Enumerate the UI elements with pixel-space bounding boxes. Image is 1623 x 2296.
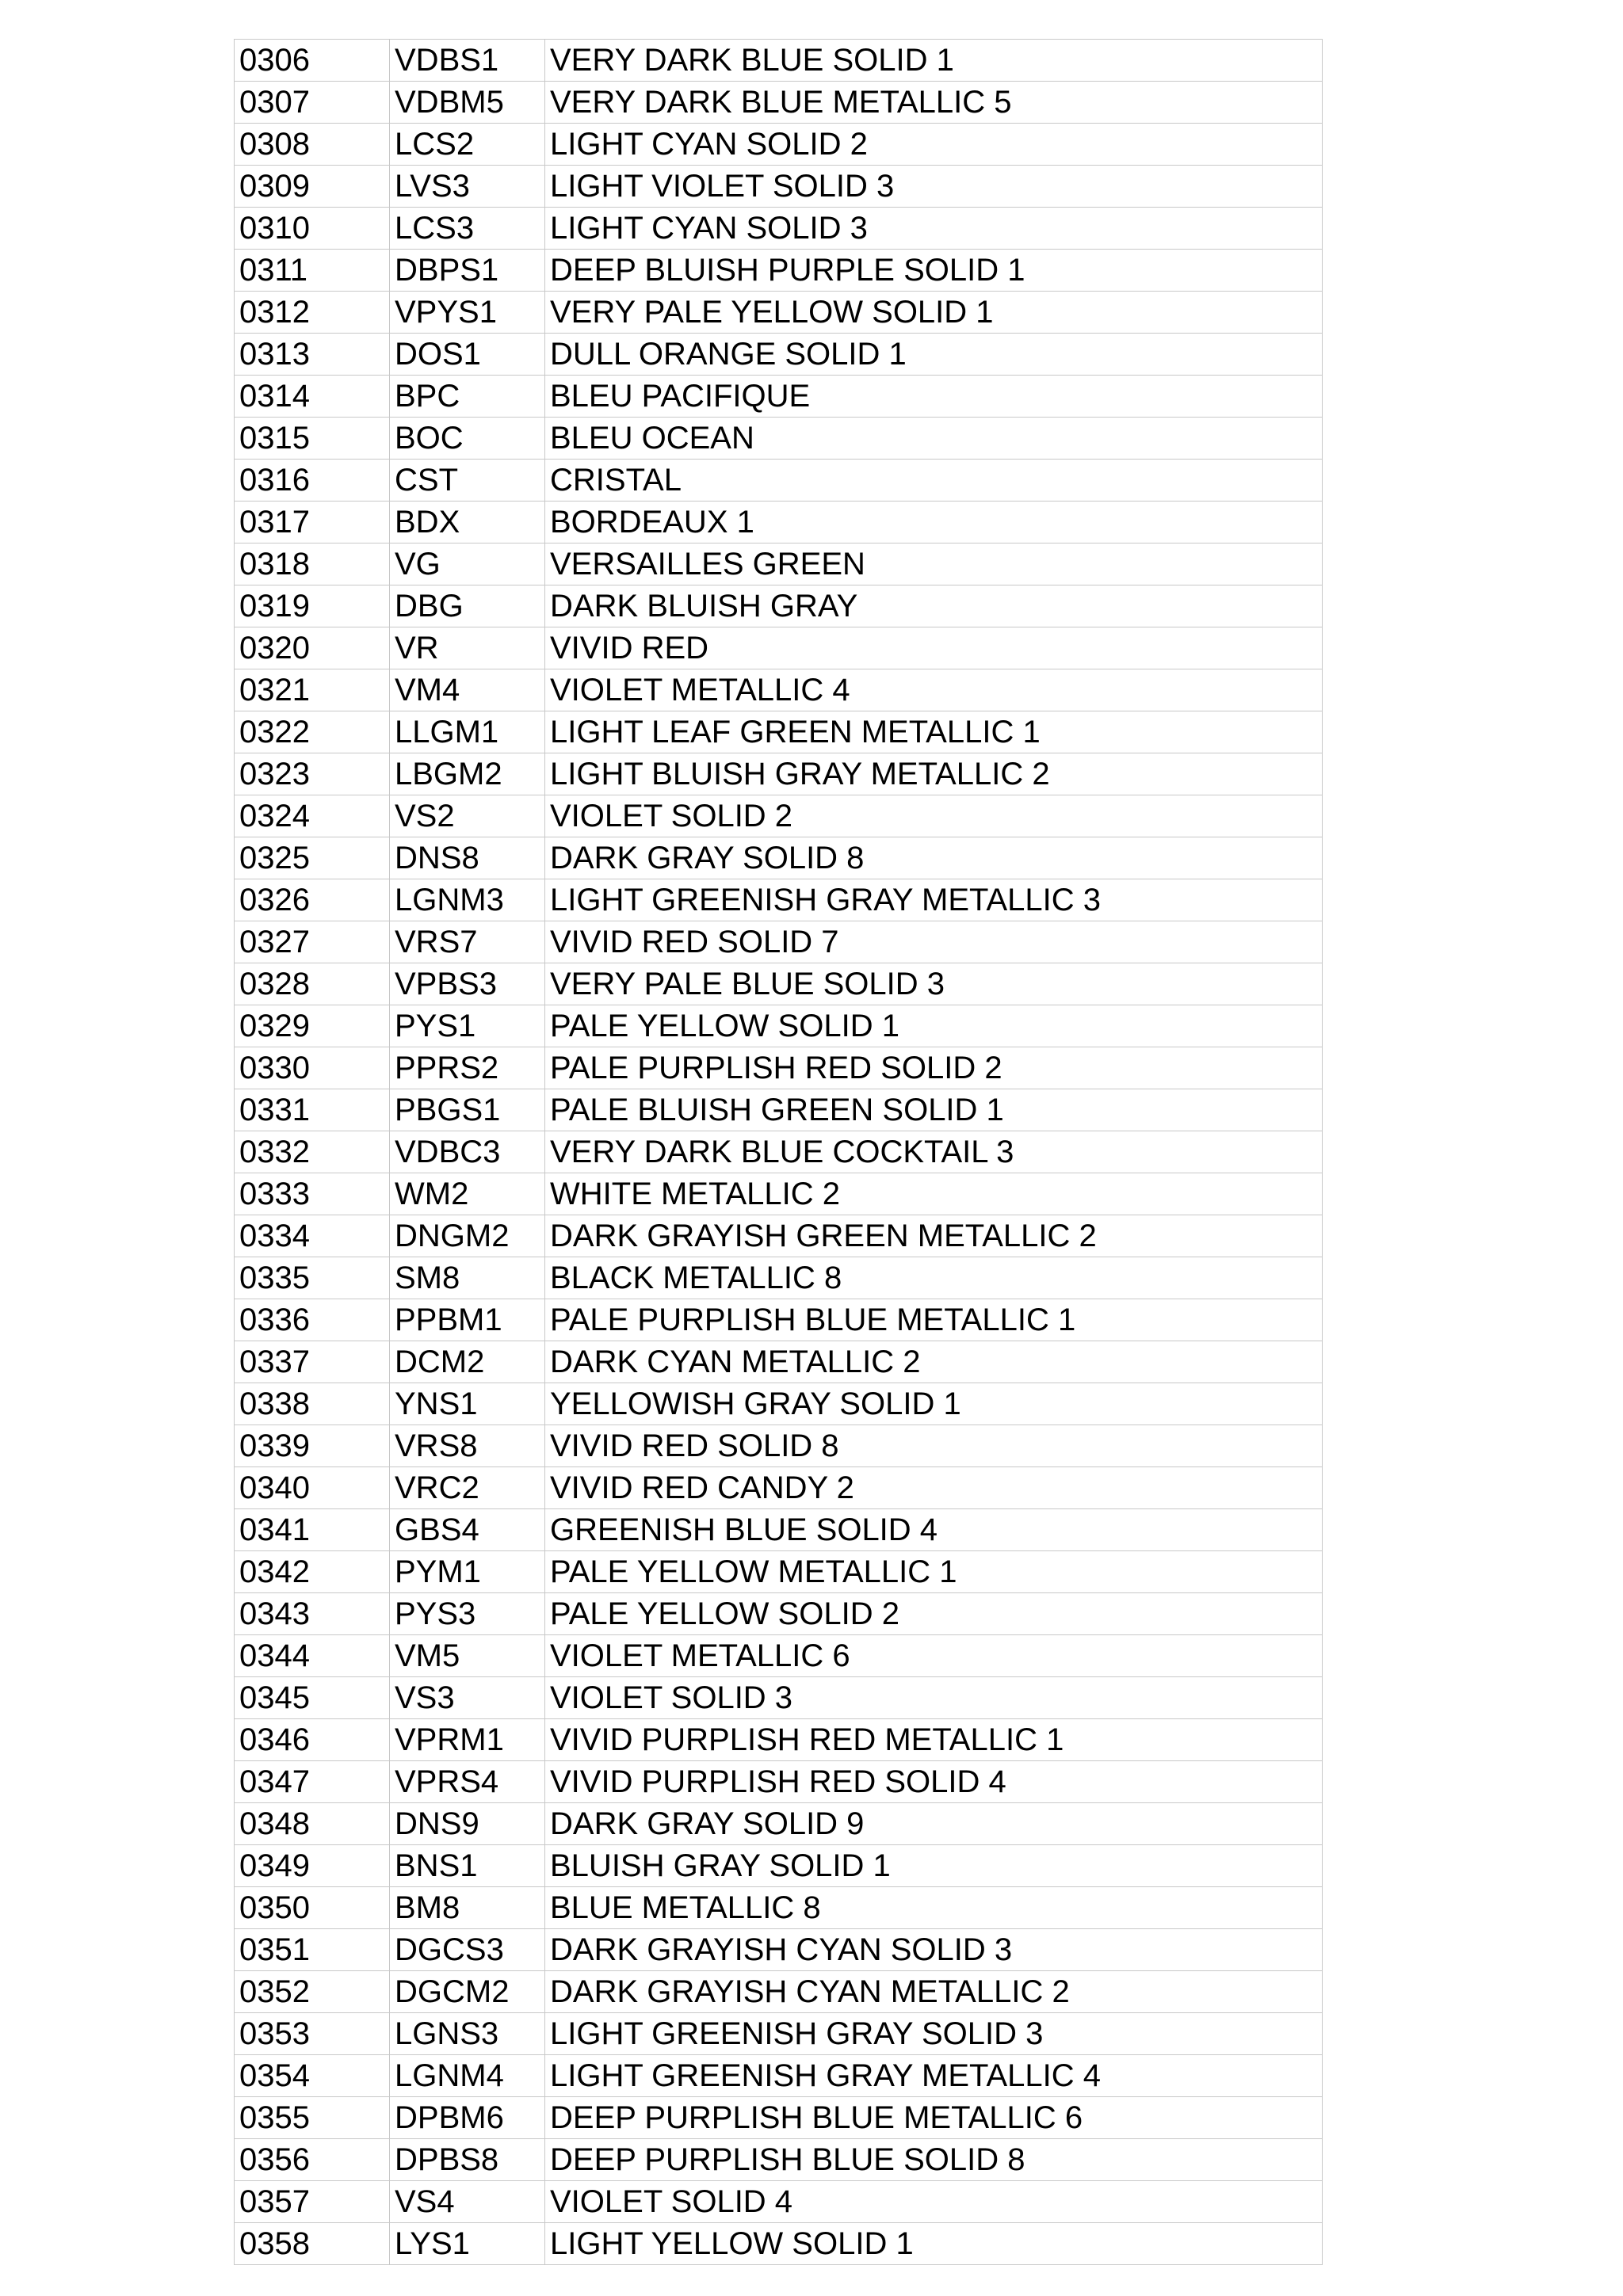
row-number-cell: 0358 <box>235 2223 390 2265</box>
color-description-cell: WHITE METALLIC 2 <box>545 1173 1323 1215</box>
color-description-cell: DEEP PURPLISH BLUE SOLID 8 <box>545 2139 1323 2181</box>
row-number-cell: 0340 <box>235 1467 390 1509</box>
table-row <box>235 460 1323 502</box>
color-code-cell: LGNM4 <box>390 2055 545 2097</box>
table-row <box>235 1551 1323 1593</box>
row-number-cell: 0341 <box>235 1509 390 1551</box>
row-number-cell: 0352 <box>235 1971 390 2013</box>
table-row <box>235 1509 1323 1551</box>
color-code-cell: VRC2 <box>390 1467 545 1509</box>
table-row <box>235 1719 1323 1761</box>
row-number-cell: 0332 <box>235 1131 390 1173</box>
table-row <box>235 82 1323 124</box>
row-number-cell: 0353 <box>235 2013 390 2055</box>
row-number-cell: 0339 <box>235 1425 390 1467</box>
table-row <box>235 166 1323 208</box>
color-code-cell: VPRS4 <box>390 1761 545 1803</box>
color-description-cell: DARK GRAYISH CYAN METALLIC 2 <box>545 1971 1323 2013</box>
row-number-cell: 0333 <box>235 1173 390 1215</box>
color-description-cell: BLEU PACIFIQUE <box>545 376 1323 418</box>
color-description-cell: VIOLET METALLIC 4 <box>545 669 1323 711</box>
color-description-cell: PALE YELLOW METALLIC 1 <box>545 1551 1323 1593</box>
table-row <box>235 334 1323 376</box>
color-description-cell: PALE PURPLISH RED SOLID 2 <box>545 1047 1323 1089</box>
row-number-cell: 0326 <box>235 879 390 921</box>
table-row <box>235 250 1323 292</box>
color-code-cell: VS4 <box>390 2181 545 2223</box>
color-code-cell: VS2 <box>390 795 545 837</box>
table-row <box>235 1929 1323 1971</box>
row-number-cell: 0319 <box>235 585 390 627</box>
color-code-cell: PYS3 <box>390 1593 545 1635</box>
table-row <box>235 1761 1323 1803</box>
row-number-cell: 0347 <box>235 1761 390 1803</box>
color-description-cell: PALE PURPLISH BLUE METALLIC 1 <box>545 1299 1323 1341</box>
table-row <box>235 627 1323 669</box>
color-description-cell: VIVID PURPLISH RED SOLID 4 <box>545 1761 1323 1803</box>
color-code-cell: VS3 <box>390 1677 545 1719</box>
row-number-cell: 0312 <box>235 292 390 334</box>
color-code-cell: BPC <box>390 376 545 418</box>
color-code-cell: VRS7 <box>390 921 545 963</box>
color-description-cell: DARK BLUISH GRAY <box>545 585 1323 627</box>
color-description-cell: LIGHT CYAN SOLID 3 <box>545 208 1323 250</box>
row-number-cell: 0336 <box>235 1299 390 1341</box>
row-number-cell: 0348 <box>235 1803 390 1845</box>
color-code-cell: VRS8 <box>390 1425 545 1467</box>
color-code-cell: VM5 <box>390 1635 545 1677</box>
table-row <box>235 1047 1323 1089</box>
table-row <box>235 669 1323 711</box>
color-description-cell: VERY DARK BLUE COCKTAIL 3 <box>545 1131 1323 1173</box>
table-row <box>235 1341 1323 1383</box>
color-description-cell: VERY PALE YELLOW SOLID 1 <box>545 292 1323 334</box>
table-row <box>235 711 1323 753</box>
color-code-cell: GBS4 <box>390 1509 545 1551</box>
color-code-cell: VDBM5 <box>390 82 545 124</box>
color-description-cell: YELLOWISH GRAY SOLID 1 <box>545 1383 1323 1425</box>
row-number-cell: 0309 <box>235 166 390 208</box>
color-description-cell: LIGHT LEAF GREEN METALLIC 1 <box>545 711 1323 753</box>
row-number-cell: 0310 <box>235 208 390 250</box>
color-description-cell: PALE YELLOW SOLID 2 <box>545 1593 1323 1635</box>
color-description-cell: BLUISH GRAY SOLID 1 <box>545 1845 1323 1887</box>
table-row <box>235 921 1323 963</box>
color-description-cell: VIVID RED SOLID 8 <box>545 1425 1323 1467</box>
table-row <box>235 376 1323 418</box>
color-description-cell: VIOLET SOLID 2 <box>545 795 1323 837</box>
color-code-cell: VPBS3 <box>390 963 545 1005</box>
color-description-cell: DARK GRAY SOLID 9 <box>545 1803 1323 1845</box>
table-row <box>235 963 1323 1005</box>
row-number-cell: 0316 <box>235 460 390 502</box>
table-row <box>235 2181 1323 2223</box>
table-row <box>235 1005 1323 1047</box>
row-number-cell: 0338 <box>235 1383 390 1425</box>
table-row <box>235 585 1323 627</box>
table-row <box>235 1383 1323 1425</box>
color-description-cell: LIGHT BLUISH GRAY METALLIC 2 <box>545 753 1323 795</box>
table-row <box>235 1299 1323 1341</box>
row-number-cell: 0357 <box>235 2181 390 2223</box>
color-description-cell: LIGHT CYAN SOLID 2 <box>545 124 1323 166</box>
table-row <box>235 292 1323 334</box>
color-description-cell: VIOLET METALLIC 6 <box>545 1635 1323 1677</box>
table-row <box>235 1677 1323 1719</box>
color-description-cell: VIVID RED <box>545 627 1323 669</box>
color-code-cell: BDX <box>390 502 545 543</box>
color-code-cell: LLGM1 <box>390 711 545 753</box>
row-number-cell: 0346 <box>235 1719 390 1761</box>
row-number-cell: 0315 <box>235 418 390 460</box>
row-number-cell: 0345 <box>235 1677 390 1719</box>
color-description-cell: VERSAILLES GREEN <box>545 543 1323 585</box>
color-description-cell: PALE YELLOW SOLID 1 <box>545 1005 1323 1047</box>
color-code-cell: DGCM2 <box>390 1971 545 2013</box>
color-description-cell: GREENISH BLUE SOLID 4 <box>545 1509 1323 1551</box>
row-number-cell: 0351 <box>235 1929 390 1971</box>
color-description-cell: PALE BLUISH GREEN SOLID 1 <box>545 1089 1323 1131</box>
table-row <box>235 40 1323 82</box>
color-description-cell: DEEP PURPLISH BLUE METALLIC 6 <box>545 2097 1323 2139</box>
color-code-cell: DNS9 <box>390 1803 545 1845</box>
color-code-cell: PYS1 <box>390 1005 545 1047</box>
row-number-cell: 0330 <box>235 1047 390 1089</box>
row-number-cell: 0329 <box>235 1005 390 1047</box>
row-number-cell: 0355 <box>235 2097 390 2139</box>
color-description-cell: BORDEAUX 1 <box>545 502 1323 543</box>
table-row <box>235 1803 1323 1845</box>
color-code-table <box>234 39 1323 2265</box>
color-description-cell: BLEU OCEAN <box>545 418 1323 460</box>
table-row <box>235 1425 1323 1467</box>
table-row <box>235 2139 1323 2181</box>
color-code-cell: VDBC3 <box>390 1131 545 1173</box>
color-description-cell: LIGHT YELLOW SOLID 1 <box>545 2223 1323 2265</box>
color-description-cell: VERY DARK BLUE METALLIC 5 <box>545 82 1323 124</box>
color-description-cell: LIGHT GREENISH GRAY SOLID 3 <box>545 2013 1323 2055</box>
color-code-cell: LYS1 <box>390 2223 545 2265</box>
color-description-cell: LIGHT GREENISH GRAY METALLIC 3 <box>545 879 1323 921</box>
table-row <box>235 208 1323 250</box>
table-row <box>235 543 1323 585</box>
color-code-cell: VR <box>390 627 545 669</box>
color-code-cell: PBGS1 <box>390 1089 545 1131</box>
table-row <box>235 837 1323 879</box>
color-code-cell: WM2 <box>390 1173 545 1215</box>
row-number-cell: 0331 <box>235 1089 390 1131</box>
color-code-cell: DPBS8 <box>390 2139 545 2181</box>
color-code-cell: VDBS1 <box>390 40 545 82</box>
table-row <box>235 502 1323 543</box>
table-row <box>235 1635 1323 1677</box>
color-description-cell: VIOLET SOLID 3 <box>545 1677 1323 1719</box>
row-number-cell: 0317 <box>235 502 390 543</box>
table-row <box>235 2013 1323 2055</box>
row-number-cell: 0322 <box>235 711 390 753</box>
color-code-cell: DNGM2 <box>390 1215 545 1257</box>
table-row <box>235 753 1323 795</box>
color-description-cell: VIOLET SOLID 4 <box>545 2181 1323 2223</box>
row-number-cell: 0318 <box>235 543 390 585</box>
row-number-cell: 0311 <box>235 250 390 292</box>
color-description-cell: BLUE METALLIC 8 <box>545 1887 1323 1929</box>
row-number-cell: 0313 <box>235 334 390 376</box>
color-description-cell: CRISTAL <box>545 460 1323 502</box>
color-code-cell: VG <box>390 543 545 585</box>
color-code-cell: YNS1 <box>390 1383 545 1425</box>
color-code-cell: DPBM6 <box>390 2097 545 2139</box>
row-number-cell: 0320 <box>235 627 390 669</box>
row-number-cell: 0306 <box>235 40 390 82</box>
color-description-cell: LIGHT VIOLET SOLID 3 <box>545 166 1323 208</box>
row-number-cell: 0327 <box>235 921 390 963</box>
table-row <box>235 2055 1323 2097</box>
color-description-cell: VIVID PURPLISH RED METALLIC 1 <box>545 1719 1323 1761</box>
color-description-cell: DARK CYAN METALLIC 2 <box>545 1341 1323 1383</box>
row-number-cell: 0344 <box>235 1635 390 1677</box>
color-code-cell: VPYS1 <box>390 292 545 334</box>
color-code-cell: BM8 <box>390 1887 545 1929</box>
color-code-cell: LGNM3 <box>390 879 545 921</box>
row-number-cell: 0334 <box>235 1215 390 1257</box>
row-number-cell: 0354 <box>235 2055 390 2097</box>
table-row <box>235 1089 1323 1131</box>
color-description-cell: VIVID RED CANDY 2 <box>545 1467 1323 1509</box>
row-number-cell: 0325 <box>235 837 390 879</box>
color-code-cell: LCS3 <box>390 208 545 250</box>
row-number-cell: 0335 <box>235 1257 390 1299</box>
color-code-cell: DNS8 <box>390 837 545 879</box>
color-description-cell: DARK GRAY SOLID 8 <box>545 837 1323 879</box>
color-description-cell: DEEP BLUISH PURPLE SOLID 1 <box>545 250 1323 292</box>
table-body <box>235 40 1323 2265</box>
color-code-cell: DCM2 <box>390 1341 545 1383</box>
color-description-cell: DARK GRAYISH CYAN SOLID 3 <box>545 1929 1323 1971</box>
color-code-cell: CST <box>390 460 545 502</box>
color-description-cell: VERY DARK BLUE SOLID 1 <box>545 40 1323 82</box>
table-row <box>235 1257 1323 1299</box>
row-number-cell: 0343 <box>235 1593 390 1635</box>
color-code-cell: BNS1 <box>390 1845 545 1887</box>
table-row <box>235 124 1323 166</box>
row-number-cell: 0350 <box>235 1887 390 1929</box>
color-code-cell: PYM1 <box>390 1551 545 1593</box>
row-number-cell: 0337 <box>235 1341 390 1383</box>
color-code-cell: DBG <box>390 585 545 627</box>
color-code-cell: VM4 <box>390 669 545 711</box>
color-code-cell: PPRS2 <box>390 1047 545 1089</box>
color-description-cell: VIVID RED SOLID 7 <box>545 921 1323 963</box>
table-row <box>235 1215 1323 1257</box>
table-row <box>235 1887 1323 1929</box>
row-number-cell: 0356 <box>235 2139 390 2181</box>
row-number-cell: 0328 <box>235 963 390 1005</box>
table-row <box>235 1593 1323 1635</box>
row-number-cell: 0342 <box>235 1551 390 1593</box>
table-row <box>235 1971 1323 2013</box>
color-code-cell: LCS2 <box>390 124 545 166</box>
color-code-cell: BOC <box>390 418 545 460</box>
color-description-cell: BLACK METALLIC 8 <box>545 1257 1323 1299</box>
table-row <box>235 418 1323 460</box>
table-row <box>235 1131 1323 1173</box>
row-number-cell: 0324 <box>235 795 390 837</box>
color-description-cell: LIGHT GREENISH GRAY METALLIC 4 <box>545 2055 1323 2097</box>
color-code-cell: VPRM1 <box>390 1719 545 1761</box>
color-code-cell: DGCS3 <box>390 1929 545 1971</box>
color-code-cell: SM8 <box>390 1257 545 1299</box>
row-number-cell: 0349 <box>235 1845 390 1887</box>
table-row <box>235 795 1323 837</box>
table-row <box>235 879 1323 921</box>
table-row <box>235 2097 1323 2139</box>
color-code-cell: PPBM1 <box>390 1299 545 1341</box>
color-code-cell: LBGM2 <box>390 753 545 795</box>
row-number-cell: 0323 <box>235 753 390 795</box>
table-row <box>235 1173 1323 1215</box>
table-row <box>235 1845 1323 1887</box>
row-number-cell: 0321 <box>235 669 390 711</box>
row-number-cell: 0308 <box>235 124 390 166</box>
table-row <box>235 1467 1323 1509</box>
color-description-cell: VERY PALE BLUE SOLID 3 <box>545 963 1323 1005</box>
color-description-cell: DARK GRAYISH GREEN METALLIC 2 <box>545 1215 1323 1257</box>
table-row <box>235 2223 1323 2265</box>
color-code-cell: DBPS1 <box>390 250 545 292</box>
row-number-cell: 0314 <box>235 376 390 418</box>
row-number-cell: 0307 <box>235 82 390 124</box>
color-code-cell: DOS1 <box>390 334 545 376</box>
color-code-cell: LVS3 <box>390 166 545 208</box>
color-description-cell: DULL ORANGE SOLID 1 <box>545 334 1323 376</box>
color-code-cell: LGNS3 <box>390 2013 545 2055</box>
